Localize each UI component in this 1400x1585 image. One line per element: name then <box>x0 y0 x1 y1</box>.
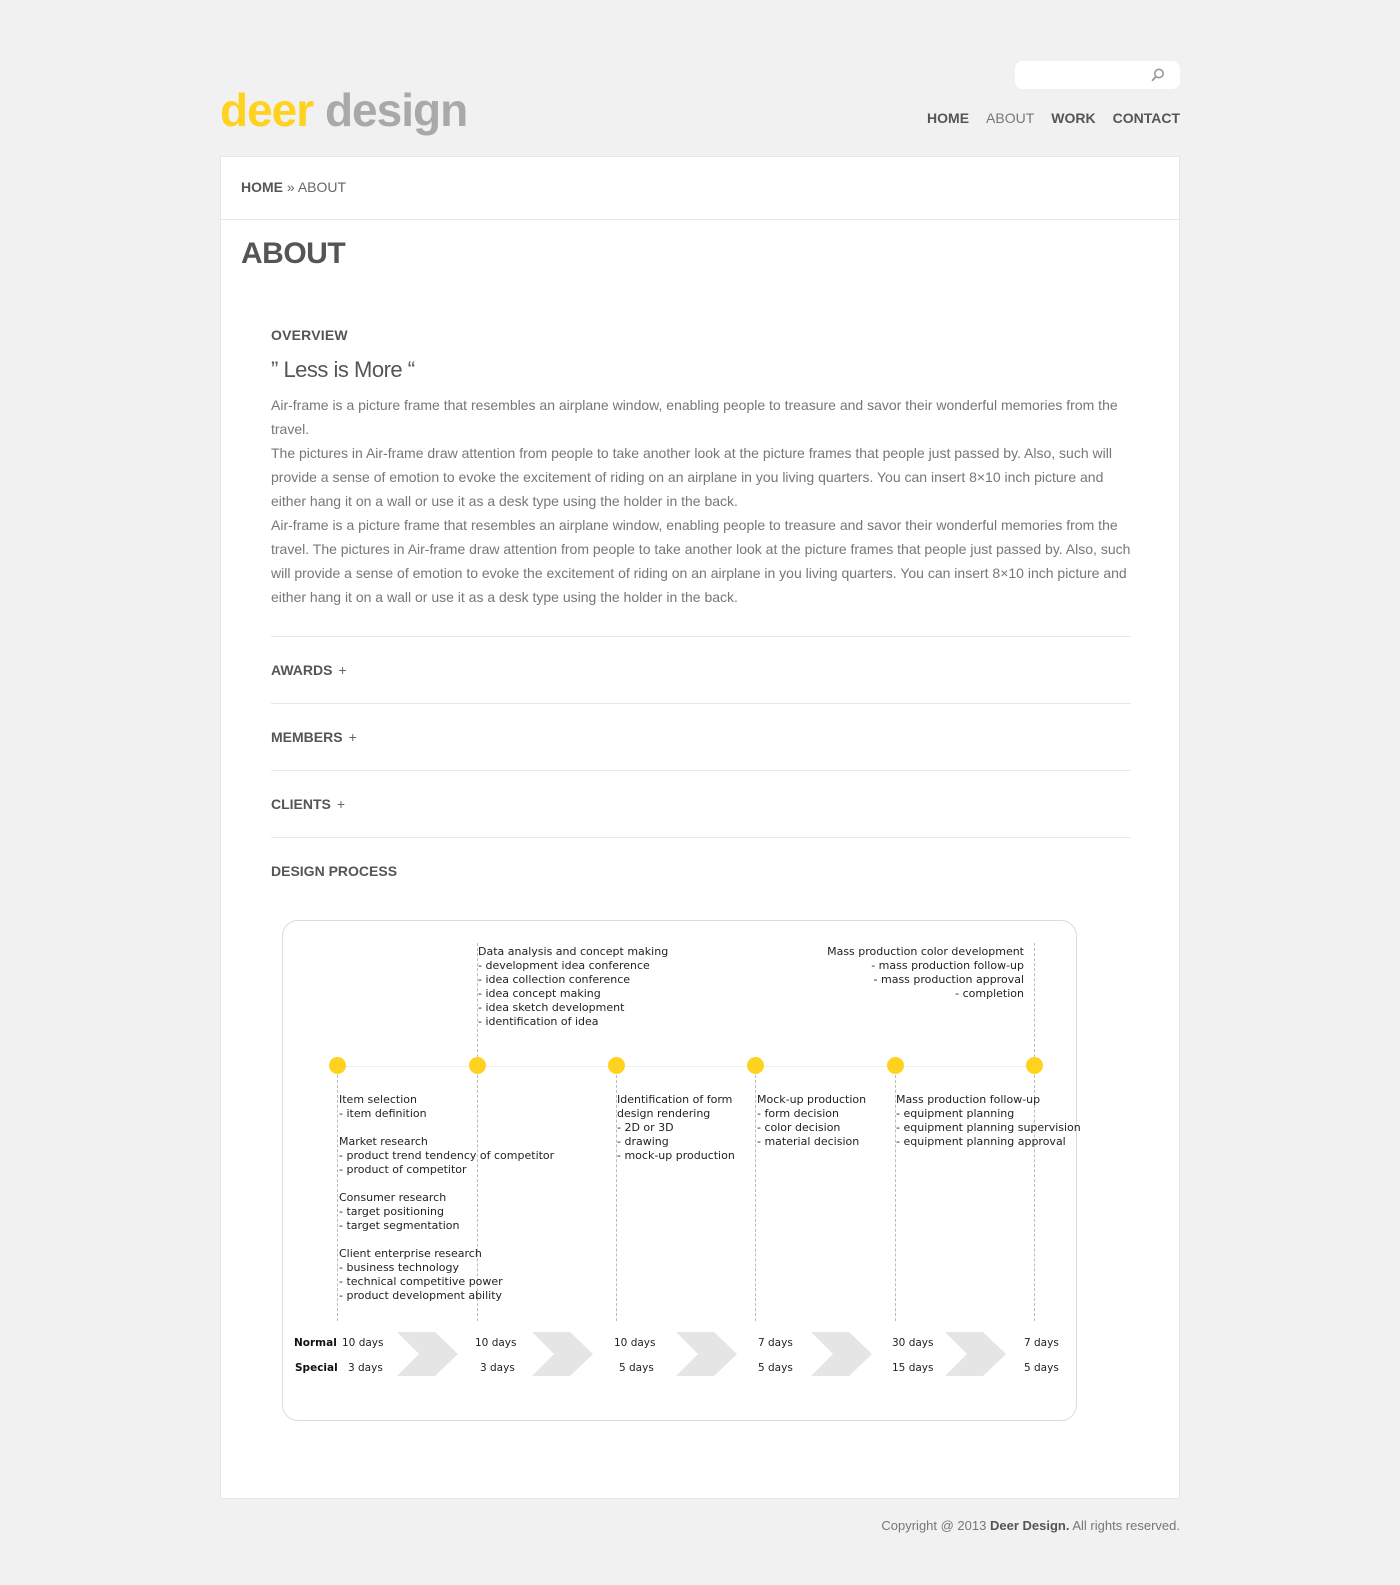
search-icon[interactable] <box>1150 67 1166 83</box>
stage-dot-2 <box>469 1057 486 1074</box>
footer-company: Deer Design. <box>989 1518 1070 1533</box>
clients-toggle[interactable] <box>271 796 345 812</box>
normal-days-6: 7 days <box>1024 1337 1059 1349</box>
special-days-3: 5 days <box>619 1362 654 1374</box>
row-label-special: Special <box>295 1362 338 1374</box>
special-days-1: 3 days <box>348 1362 383 1374</box>
footer-prefix: Copyright @ 2013 <box>881 1518 990 1533</box>
plus-icon: + <box>338 662 347 678</box>
normal-days-2: 10 days <box>475 1337 517 1349</box>
timeline-line <box>331 1066 1034 1067</box>
footer-copyright <box>881 1518 1180 1533</box>
about-content <box>271 327 1131 904</box>
overview-quote: ” Less is More “ <box>271 357 415 382</box>
breadcrumb-divider <box>221 219 1179 220</box>
logo-part-design: design <box>324 84 468 136</box>
accordion-members[interactable] <box>271 703 1131 770</box>
clients-label: CLIENTS <box>271 796 331 812</box>
main-nav <box>927 110 1180 126</box>
page-title: ABOUT <box>241 237 346 270</box>
accordion-awards[interactable] <box>271 636 1131 703</box>
row-label-normal: Normal <box>294 1337 337 1349</box>
members-toggle[interactable] <box>271 729 357 745</box>
chevron-arrow-icon <box>532 1332 593 1376</box>
design-process-heading: DESIGN PROCESS <box>271 863 398 879</box>
nav-contact[interactable]: CONTACT <box>1112 110 1180 126</box>
special-days-2: 3 days <box>480 1362 515 1374</box>
footer-suffix: All rights reserved. <box>1069 1518 1180 1533</box>
chevron-arrow-icon <box>676 1332 737 1376</box>
stage-3-note: Identification of form design rendering - 2D or 3D - drawing - mock-up production <box>617 1093 735 1162</box>
logo[interactable] <box>220 82 467 138</box>
chevron-arrow-icon <box>811 1332 872 1376</box>
overview-heading: OVERVIEW <box>271 327 348 343</box>
normal-days-5: 30 days <box>892 1337 934 1349</box>
stage-4-note: Mock-up production - form decision - color decision - material decision <box>757 1093 867 1148</box>
awards-label: AWARDS <box>271 662 333 678</box>
logo-part-deer: deer <box>220 84 314 136</box>
breadcrumb-separator: » <box>286 179 295 195</box>
timeline-connector <box>1034 943 1035 1057</box>
nav-home[interactable]: HOME <box>927 110 970 126</box>
stage-dot-6 <box>1026 1057 1043 1074</box>
stage-dot-1 <box>329 1057 346 1074</box>
timeline-connector <box>755 1075 756 1321</box>
normal-days-3: 10 days <box>614 1337 656 1349</box>
plus-icon: + <box>348 729 357 745</box>
stage-6-note: Mass production color development - mass production follow-up - mass production approval - completion <box>827 945 1024 1000</box>
breadcrumb-home[interactable]: HOME <box>241 179 283 195</box>
stage-dot-4 <box>747 1057 764 1074</box>
special-days-5: 15 days <box>892 1362 934 1374</box>
timeline-connector <box>337 1075 338 1321</box>
special-days-4: 5 days <box>758 1362 793 1374</box>
nav-about[interactable]: ABOUT <box>986 110 1035 126</box>
accordion-clients[interactable] <box>271 770 1131 837</box>
chevron-arrow-icon <box>397 1332 458 1376</box>
design-process-diagram <box>282 920 1081 1421</box>
nav-work[interactable]: WORK <box>1051 110 1096 126</box>
overview-paragraph: The pictures in Air-frame draw attention from people to take another look at the picture frames that people just passed by. Also, such will provide a sense of emotion to evoke the excitement of riding on an airplane in you living quarters. You can insert 8×10 inch picture and either hang it on a wall or use it as a desk type using the holder in the back. <box>271 445 1112 509</box>
breadcrumb-current: ABOUT <box>297 179 347 195</box>
stage-5-note: Mass production follow-up - equipment planning - equipment planning supervision - equipment planning approval <box>896 1093 1081 1148</box>
stage-1-note: Item selection - item definition Market research - product trend tendency of competitor - product of competitor Consumer research - target positioning - target segmentation Client enterprise research - business technology - technical competitive power - product development ability <box>339 1093 555 1302</box>
overview-text <box>271 393 1131 609</box>
search-input[interactable] <box>1015 61 1180 89</box>
design-process-section <box>271 837 1131 904</box>
breadcrumb <box>241 179 346 195</box>
overview-paragraph: Air-frame is a picture frame that resembles an airplane window, enabling people to treasure and savor their wonderful memories from the travel. <box>271 397 1118 437</box>
normal-days-1: 10 days <box>342 1337 384 1349</box>
stage-dot-5 <box>887 1057 904 1074</box>
members-label: MEMBERS <box>271 729 343 745</box>
normal-days-4: 7 days <box>758 1337 793 1349</box>
overview-paragraph: Air-frame is a picture frame that resembles an airplane window, enabling people to treasure and savor their wonderful memories from the travel. The pictures in Air-frame draw attention from people to take another look at the picture frames that people just passed by. Also, such will provide a sense of emotion to evoke the excitement of riding on an airplane in you living quarters. You can insert 8×10 inch picture and either hang it on a wall or use it as a desk type using the holder in the back. <box>271 517 1131 605</box>
special-days-6: 5 days <box>1024 1362 1059 1374</box>
awards-toggle[interactable] <box>271 662 347 678</box>
plus-icon: + <box>336 796 346 812</box>
stage-2-note: Data analysis and concept making - development idea conference - idea collection conference - idea concept making - idea sketch development - identification of idea <box>478 945 669 1028</box>
stage-dot-3 <box>608 1057 625 1074</box>
chevron-arrow-icon <box>945 1332 1006 1376</box>
